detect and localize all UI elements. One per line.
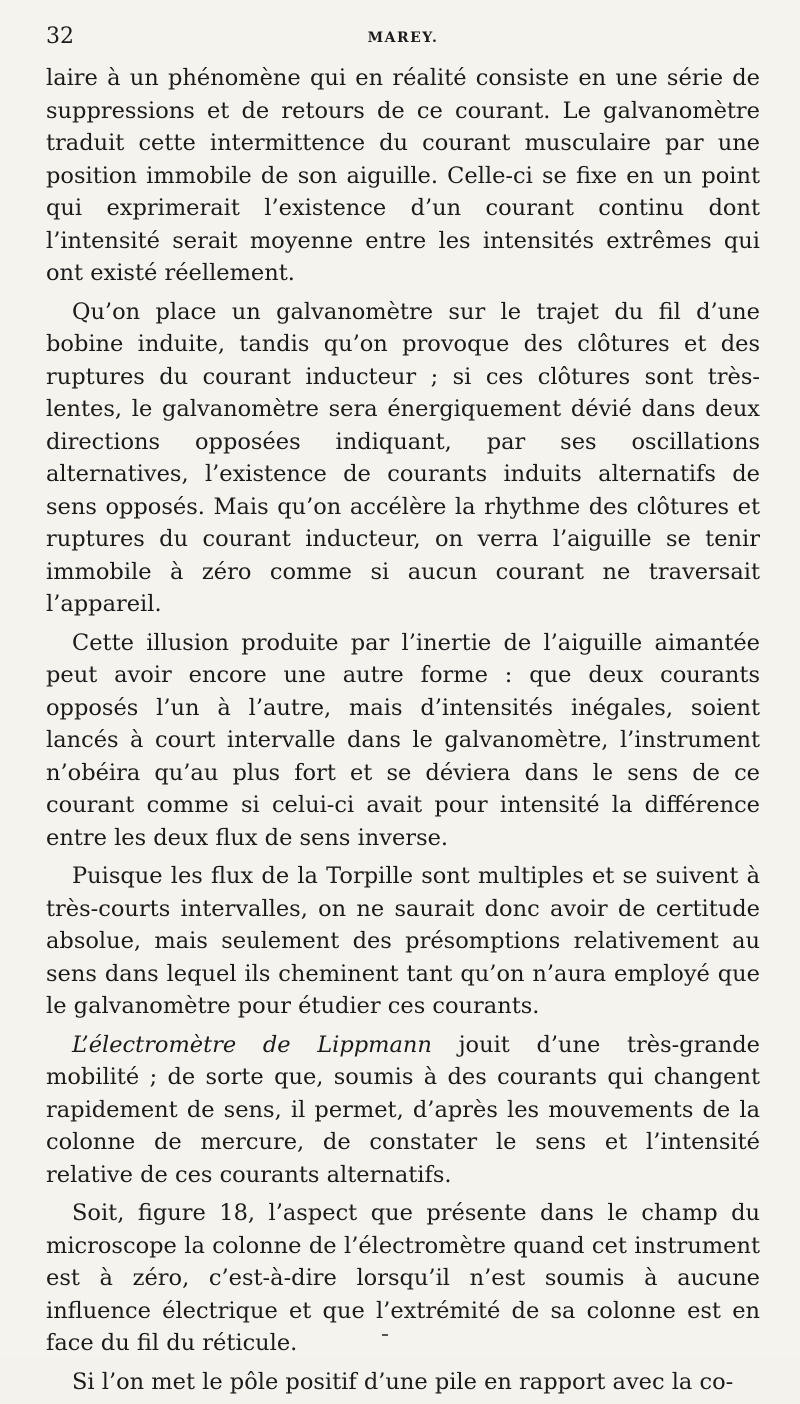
paragraph-7: Si l’on met le pôle positif d’une pile en rapport avec la co- (72, 1368, 734, 1395)
paragraph-5-text: jouit d’une très-grande mobilité ; de sorte que, soumis à des courants qui changent rapidement de sens, il permet, d’après les mouvements de la colonne de mercure, de constater le sens et l’intensité relative de ces courants alternatifs. (46, 1031, 760, 1188)
printer-mark (382, 1334, 388, 1336)
paragraph-1: laire à un phénomène qui en réalité consiste en une série de suppressions et de retours de ce courant. Le galvanomètre traduit cette intermittence du courant musculaire par une position immobile de son aiguille. Celle-ci se fixe en un point qui exprimerait l’existence d’un courant continu dont l’intensité serait moyenne entre les intensités extrêmes qui ont existé réellement. (46, 65, 760, 286)
paragraph-5 (46, 1029, 760, 1192)
paragraph-2: Qu’on place un galvanomètre sur le trajet du fil d’une bobine induite, tandis qu’on provoque des clôtures et des ruptures du courant inducteur ; si ces clôtures sont très-lentes, le galvanomètre sera énergiquement dévié dans deux directions opposées indiquant, par ses oscillations alternatives, l’existence de courants induits alternatifs de sens opposés. Mais qu’on accélère la rhythme des clôtures et ruptures du courant inducteur, on verra l’aiguille se tenir immobile à zéro comme si aucun courant ne traversait l’appareil. (46, 298, 760, 617)
italic-lead: L’électromètre de Lippmann (72, 1031, 432, 1058)
page-number: 32 (46, 24, 74, 49)
page-header (46, 24, 760, 54)
paragraph-3: Cette illusion produite par l’inertie de l’aiguille aimantée peut avoir encore une autre forme : que deux courants opposés l’un à l’autre, mais d’intensités inégales, soient lancés à court intervalle dans le galvanomètre, l’instrument n’obéira qu’au plus fort et se déviera dans le sens de ce courant comme si celui-ci avait pour intensité la différence entre les deux flux de sens inverse. (46, 629, 760, 851)
paragraph-6: Soit, figure 18, l’aspect que présente dans le champ du microscope la colonne de l’électromètre quand cet instrument est à zéro, c’est-à-dire lorsqu’il n’est soumis à aucune influence électrique et que l’extrémité de sa colonne est en face du fil du réticule. (46, 1200, 760, 1356)
running-head: MAREY. (367, 30, 439, 46)
paragraph-4: Puisque les flux de la Torpille sont multiples et se suivent à très-courts intervalles, on ne saurait donc avoir de certitude absolue, mais seulement des présomptions relativement au sens dans lequel ils cheminent tant qu’on n’aura employé que le galvanomètre pour étudier ces courants. (46, 863, 760, 1019)
body-text (46, 62, 760, 1404)
